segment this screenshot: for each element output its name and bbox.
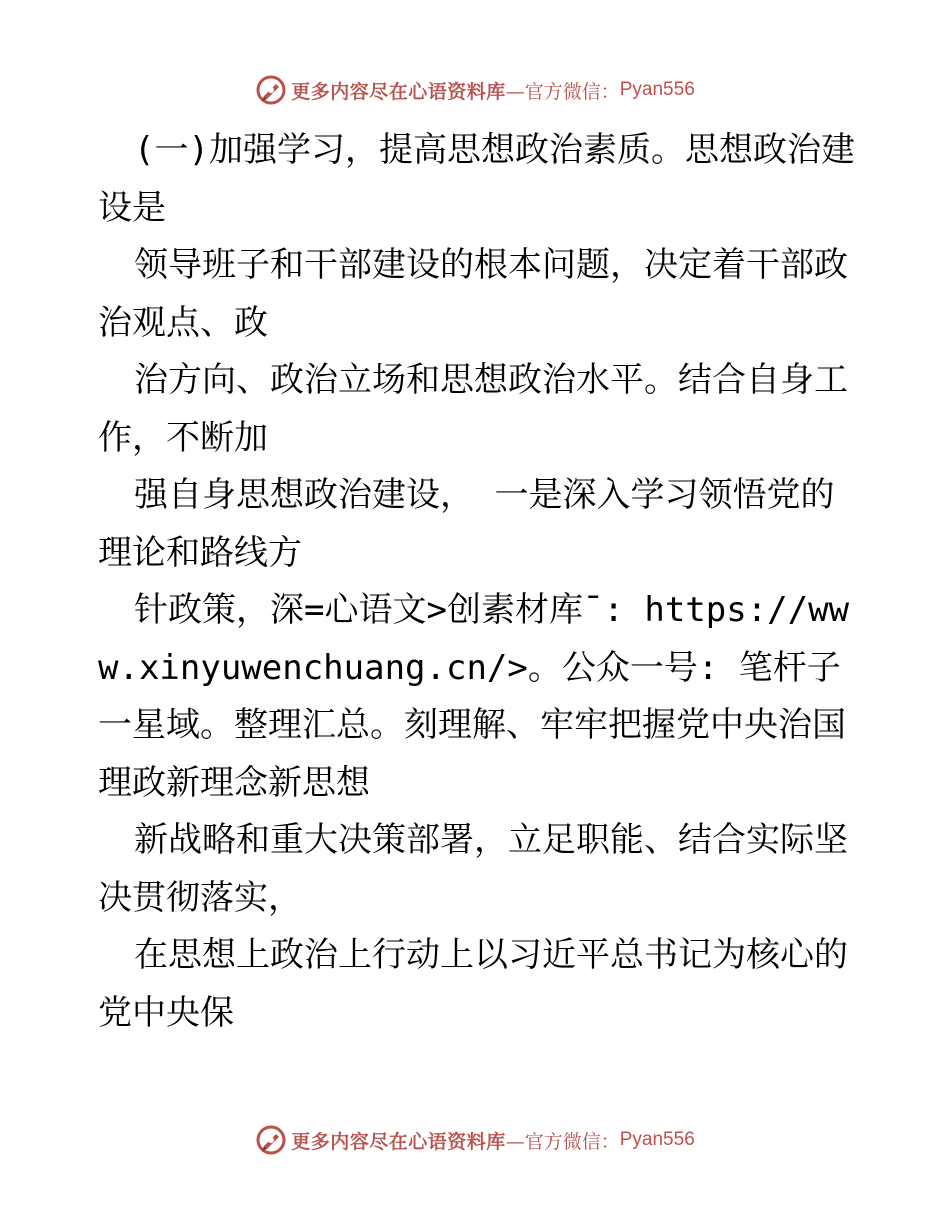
- pen-logo-icon: [255, 74, 287, 106]
- footer-site-text: 更多内容尽在心语资料库: [291, 1130, 506, 1153]
- header-site-text: 更多内容尽在心语资料库: [291, 80, 506, 103]
- paragraph: 强自身思想政治建设， 一是深入学习领悟党的理论和路线方: [98, 475, 835, 573]
- header-wechat-id: Pyan556: [619, 79, 695, 100]
- paragraph: 在思想上政治上行动上以习近平总书记为核心的党中央保: [98, 935, 848, 1033]
- paragraph: 领导班子和干部建设的根本问题，决定着干部政治观点、政: [98, 245, 848, 343]
- paragraph: 治方向、政治立场和思想政治水平。结合自身工作，不断加: [98, 360, 848, 458]
- header-banner: [0, 70, 950, 110]
- paragraph: 新战略和重大决策部署，立足职能、结合实际坚决贯彻落实，: [98, 820, 848, 918]
- paragraph: (一)加强学习，提高思想政治素质。思想政治建设是: [98, 130, 855, 228]
- footer-wechat-label: —官方微信：: [505, 1130, 620, 1153]
- pen-logo-icon: [255, 1124, 287, 1156]
- body-text: [98, 122, 858, 1042]
- paragraph: 针政策，深=心语文>创素材库¯: https://www.xinyuwenchuang.cn/>。公众一号: 笔杆子一星域。整理汇总。刻理解、牢牢把握党中央治国理政新理念新思想: [98, 590, 850, 803]
- header-wechat-label: —官方微信：: [505, 80, 620, 103]
- footer-wechat-id: Pyan556: [619, 1129, 695, 1150]
- footer-banner: [0, 1120, 950, 1160]
